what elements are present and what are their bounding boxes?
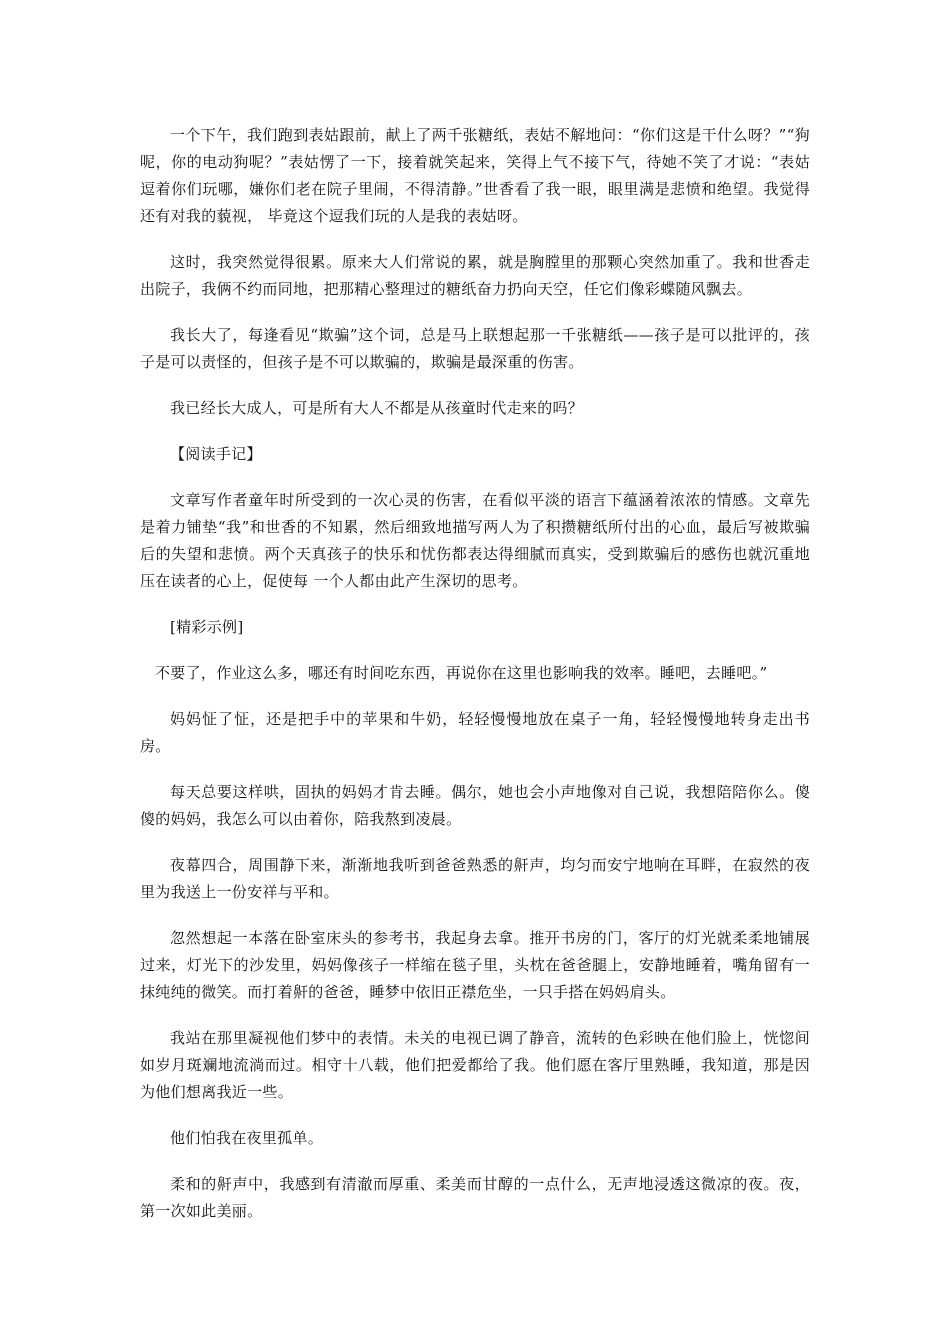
paragraph-story-ending: 我已经长大成人，可是所有大人不都是从孩童时代走来的吗？ (170, 399, 584, 417)
section-heading-reading-notes: 【阅读手记】 (170, 445, 262, 463)
paragraph-example-gaze: 我站在那里凝视他们梦中的表情。未关的电视已调了静音，流转的色彩映在他们脸上，恍惚间如岁月斑斓地流淌而过。相守十八载，他们把爱都给了我。他们愿在客厅里熟睡，我知道，那是因为他们想离我近一些。 (140, 1029, 810, 1101)
paragraph-example-living-room: 忽然想起一本落在卧室床头的参考书，我起身去拿。推开书房的门，客厅的灯光就柔柔地铺展过来，灯光下的沙发里，妈妈像孩子一样缩在毯子里，头枕在爸爸腿上，安静地睡着，嘴角留有一抹纯纯的微笑。而打着鼾的爸爸，睡梦中依旧正襟危坐，一只手搭在妈妈肩头。 (140, 929, 810, 1001)
paragraph-story-tired: 这时，我突然觉得很累。原来大人们常说的累，就是胸膛里的那颗心突然加重了。我和世香走出院子，我俩不约而同地，把那精心整理过的糖纸奋力扔向天空，任它们像彩蝶随风飘去。 (140, 253, 810, 298)
paragraph-story-grown-up: 我长大了，每逢看见“欺骗”这个词，总是马上联想起那一千张糖纸——孩子是可以批评的，孩子是可以责怪的，但孩子是不可以欺骗的，欺骗是最深重的伤害。 (140, 326, 810, 371)
section-heading-example: [精彩示例] (170, 618, 244, 636)
paragraph-example-beautiful-night: 柔和的鼾声中，我感到有清澈而厚重、柔美而甘醇的一点什么，无声地浸透这微凉的夜。夜，第一次如此美丽。 (140, 1175, 810, 1220)
paragraph-story-afternoon: 一个下午，我们跑到表姑跟前，献上了两千张糖纸，表姑不解地问：“你们这是干什么呀？”“狗呢，你的电动狗呢？”表姑愣了一下，接着就笑起来，笑得上气不接下气，待她不笑了才说：“表姑逗着你们玩哪，嫌你们老在院子里闹，不得清静。”世香看了我一眼，眼里满是悲愤和绝望。我觉得还有对我的藐视， 毕竟这个逗我们玩的人是我的表姑呀。 (140, 126, 810, 225)
paragraph-example-night: 夜幕四合，周围静下来，渐渐地我听到爸爸熟悉的鼾声，均匀而安宁地响在耳畔，在寂然的夜里为我送上一份安祥与平和。 (140, 856, 810, 901)
paragraph-example-lonely: 他们怕我在夜里孤单。 (170, 1129, 324, 1147)
paragraph-reading-notes: 文章写作者童年时所受到的一次心灵的伤害，在看似平淡的语言下蕴涵着浓浓的情感。文章先是着力铺垫“我”和世香的不知累，然后细致地描写两人为了积攒糖纸所付出的心血，最后写被欺骗后的失望和悲愤。两个天真孩子的快乐和忧伤都表达得细腻而真实，受到欺骗后的感伤也就沉重地压在读者的心上，促使每 一个人都由此产生深切的思考。 (140, 491, 810, 590)
paragraph-example-coax: 每天总要这样哄，固执的妈妈才肯去睡。偶尔，她也会小声地像对自己说，我想陪陪你么。傻傻的妈妈，我怎么可以由着你，陪我熬到凌晨。 (140, 783, 810, 828)
paragraph-example-dialogue: 不要了，作业这么多，哪还有时间吃东西，再说你在这里也影响我的效率。睡吧，去睡吧。” (155, 664, 768, 682)
article-body (140, 122, 810, 1244)
paragraph-example-mother: 妈妈怔了怔，还是把手中的苹果和牛奶，轻轻慢慢地放在桌子一角，轻轻慢慢地转身走出书房。 (140, 710, 810, 755)
